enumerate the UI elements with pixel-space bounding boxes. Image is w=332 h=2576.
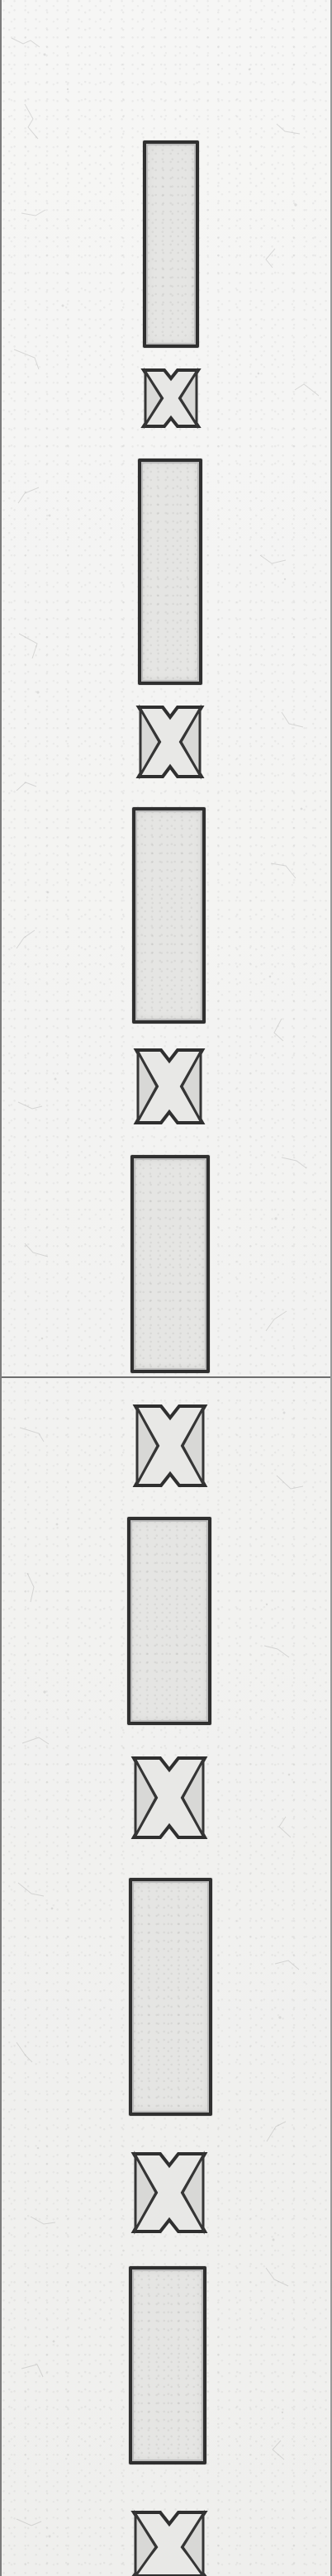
panel-6	[129, 1878, 212, 2116]
motif-5	[126, 1751, 213, 1844]
panel-5	[127, 1517, 211, 1725]
motif-4	[127, 1400, 213, 1492]
panel-4	[130, 1155, 210, 1373]
block-seam	[2, 1376, 330, 1378]
motif-1	[137, 365, 205, 431]
motif-6	[126, 2147, 213, 2238]
panel-3	[132, 807, 206, 1024]
panel-1	[143, 140, 199, 348]
motif-3	[129, 1043, 210, 1129]
panel-7	[129, 2266, 206, 2464]
panel-2	[138, 459, 202, 685]
motif-2	[132, 701, 208, 783]
motif-7	[126, 2506, 213, 2576]
